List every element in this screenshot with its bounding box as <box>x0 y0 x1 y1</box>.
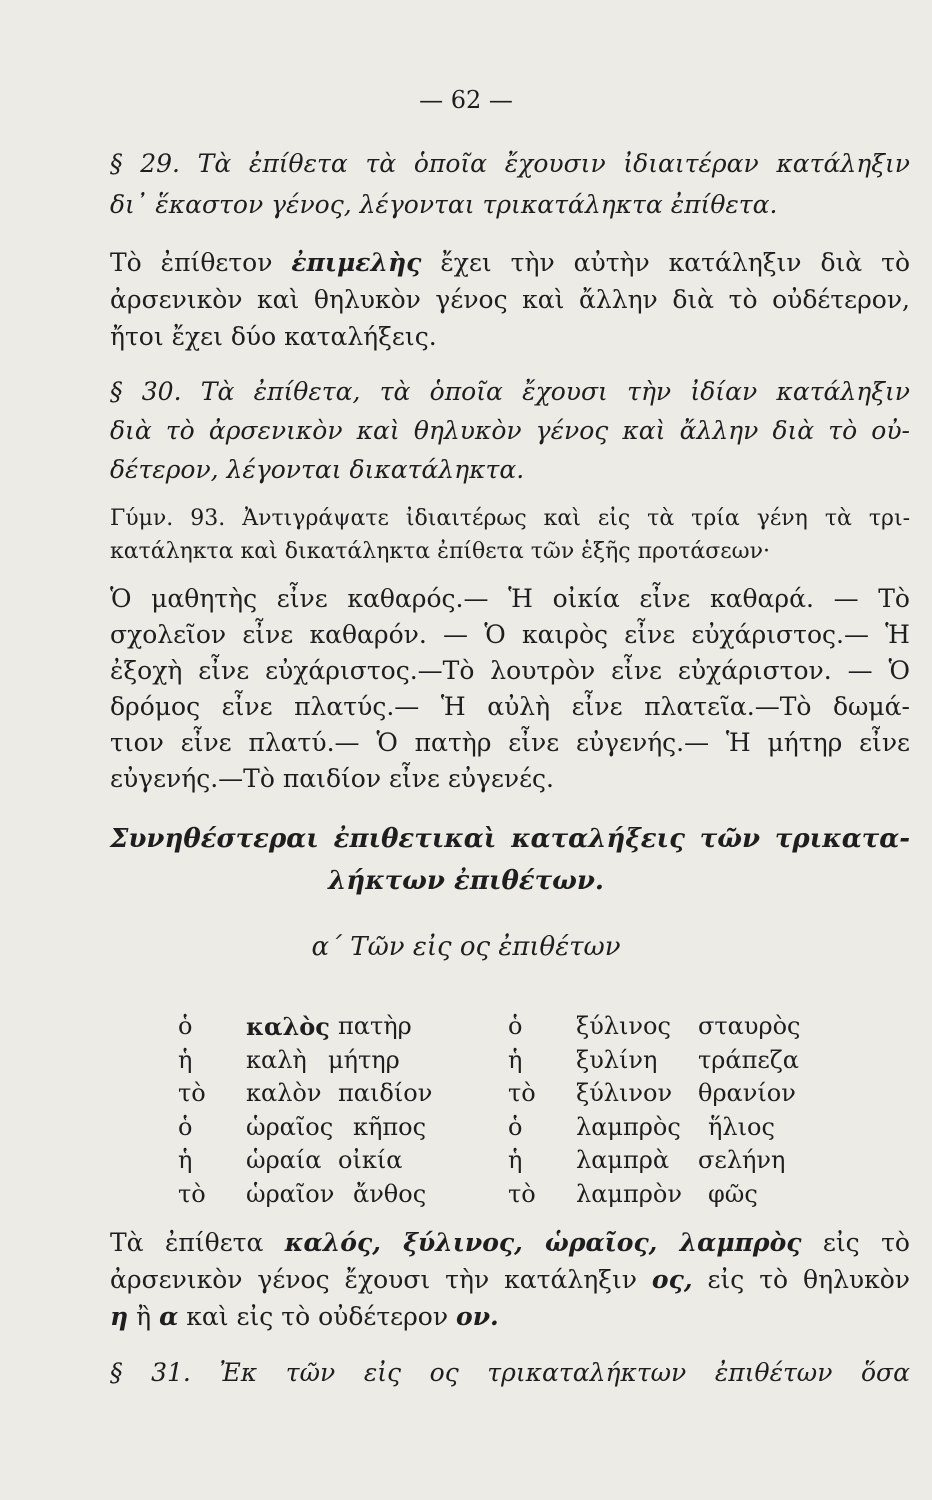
article: ἡ <box>178 1146 193 1174</box>
adjective: ὡραῖον <box>246 1179 335 1208</box>
sentence-line: δρόμος εἶνε πλατύς.— Ἡ αὐλὴ εἶνε πλατεῖα.—Τὸ δωμά- <box>110 692 910 721</box>
article: τὸ <box>508 1179 536 1208</box>
adjective: λαμπρὰ <box>576 1146 670 1174</box>
adjective: ξύλινος <box>576 1012 671 1040</box>
adjective: λαμπρὸν <box>576 1179 682 1208</box>
adjective: ὡραῖος <box>246 1112 334 1141</box>
heading-line-2: λήκτων ἐπιθέτων. <box>328 866 604 896</box>
article: ὁ <box>508 1112 523 1141</box>
sentence-line: Ὁ μαθητὴς εἶνε καθαρός.— Ἡ οἰκία εἶνε καθαρά. — Τὸ <box>110 584 910 613</box>
text-span: Τὸ ἐπίθετον <box>110 248 273 277</box>
bold-terms: καλός, ξύλινος, ὡραῖος, λαμπρὸς <box>284 1228 802 1257</box>
article: ὁ <box>178 1012 193 1040</box>
bold-term: ἐπιμελὴς <box>291 248 422 277</box>
article: τὸ <box>508 1079 536 1107</box>
exercise-line-1: Γύμν. 93. Ἀντιγράψατε ἰδιαιτέρως καὶ εἰς τὰ τρία γένη τὰ τρι- <box>110 506 910 531</box>
text-span: καὶ εἰς τὸ οὐδέτερον <box>186 1302 449 1331</box>
noun: κῆπος <box>353 1112 427 1141</box>
noun: σελήνη <box>698 1146 786 1174</box>
sentence-line: σχολεῖον εἶνε καθαρόν. — Ὁ καιρὸς εἶνε εὐχάριστος.— Ἡ <box>110 620 910 649</box>
noun: παιδίον <box>338 1079 433 1107</box>
paragraph-1-line-1 <box>110 246 910 280</box>
section-30-line-3: δέτερον, λέγονται δικατάληκτα. <box>110 455 525 484</box>
section-29-line-2: δι᾽ ἕκαστον γένος, λέγονται τρικατάληκτα ἐπίθετα. <box>110 190 778 219</box>
article: τὸ <box>178 1079 206 1107</box>
bold-ending: ον. <box>456 1302 499 1331</box>
text-span: εἰς τὸ θηλυκὸν <box>707 1265 910 1294</box>
page-number: — 62 — <box>419 86 513 114</box>
section-30-line-2: διὰ τὸ ἀρσενικὸν καὶ θηλυκὸν γένος καὶ ἄλλην διὰ τὸ οὐ- <box>110 416 910 445</box>
noun: ἥλιος <box>708 1112 775 1141</box>
bold-ending: α <box>159 1302 179 1331</box>
subheading: α΄ Τῶν εἰς ος ἐπιθέτων <box>311 932 621 962</box>
article: ἡ <box>508 1045 523 1074</box>
noun: πατὴρ <box>338 1012 412 1040</box>
bold-ending: η <box>110 1302 129 1331</box>
noun: οἰκία <box>338 1146 403 1174</box>
section-30-line-1: § 30. Τὰ ἐπίθετα, τὰ ὁποῖα ἔχουσι τὴν ἰδίαν κατάληξιν <box>110 377 910 406</box>
text-span: ἢ <box>136 1302 152 1331</box>
closing-line-3 <box>110 1300 910 1334</box>
adjective: ξυλίνη <box>576 1045 658 1074</box>
sentence-line: τιον εἶνε πλατύ.— Ὁ πατὴρ εἶνε εὐγενής.— Ἡ μήτηρ εἶνε <box>110 728 910 757</box>
article: τὸ <box>178 1179 206 1208</box>
adjective: καλὸν <box>246 1079 322 1107</box>
article: ἡ <box>508 1146 523 1174</box>
adjective: καλὴ <box>246 1045 307 1074</box>
noun: φῶς <box>708 1179 758 1208</box>
adjective: ὡραία <box>246 1146 322 1174</box>
bold-ending: ος, <box>651 1265 693 1294</box>
article: ὁ <box>178 1112 193 1141</box>
noun: μήτηρ <box>328 1045 400 1074</box>
adjective: καλὸς <box>246 1012 330 1041</box>
adjective: ξύλινον <box>576 1079 673 1107</box>
heading-line-1: Συνηθέστεραι ἐπιθετικαὶ καταλήξεις τῶν τρικατα- <box>110 824 910 854</box>
article: ἡ <box>178 1045 193 1074</box>
section-29-line-1: § 29. Τὰ ἐπίθετα τὰ ὁποῖα ἔχουσιν ἰδιαιτέραν κατάληξιν <box>110 149 910 178</box>
text-span: Τὰ ἐπίθετα <box>110 1228 264 1257</box>
article: ὁ <box>508 1012 523 1040</box>
closing-line-2 <box>110 1263 910 1297</box>
text-span: ἀρσενικὸν γένος ἔχουσι τὴν κατάληξιν <box>110 1265 637 1294</box>
paragraph-1-line-2: ἀρσενικὸν καὶ θηλυκὸν γένος καὶ ἄλλην διὰ τὸ οὐδέτερον, <box>110 285 910 314</box>
text-span: εἰς τὸ <box>822 1228 910 1257</box>
noun: θρανίον <box>698 1079 796 1107</box>
noun: σταυρὸς <box>698 1012 801 1040</box>
section-31-line-1: § 31. Ἐκ τῶν εἰς ος τρικαταλήκτων ἐπιθέτων ὅσα <box>110 1358 910 1387</box>
noun: ἄνθος <box>353 1179 427 1208</box>
adjective: λαμπρὸς <box>576 1112 681 1141</box>
sentence-line: εὐγενής.—Τὸ παιδίον εἶνε εὐγενές. <box>110 764 554 793</box>
sentence-line: ἐξοχὴ εἶνε εὐχάριστος.—Τὸ λουτρὸν εἶνε εὐχάριστον. — Ὁ <box>110 656 910 685</box>
closing-line-1 <box>110 1226 910 1260</box>
exercise-line-2: κατάληκτα καὶ δικατάληκτα ἐπίθετα τῶν ἑξῆς προτάσεων· <box>110 539 770 564</box>
text-span: ἔχει τὴν αὐτὴν κατάληξιν διὰ τὸ <box>440 248 911 277</box>
paragraph-1-line-3: ἤτοι ἔχει δύο καταλήξεις. <box>110 322 437 351</box>
noun: τράπεζα <box>698 1045 800 1074</box>
